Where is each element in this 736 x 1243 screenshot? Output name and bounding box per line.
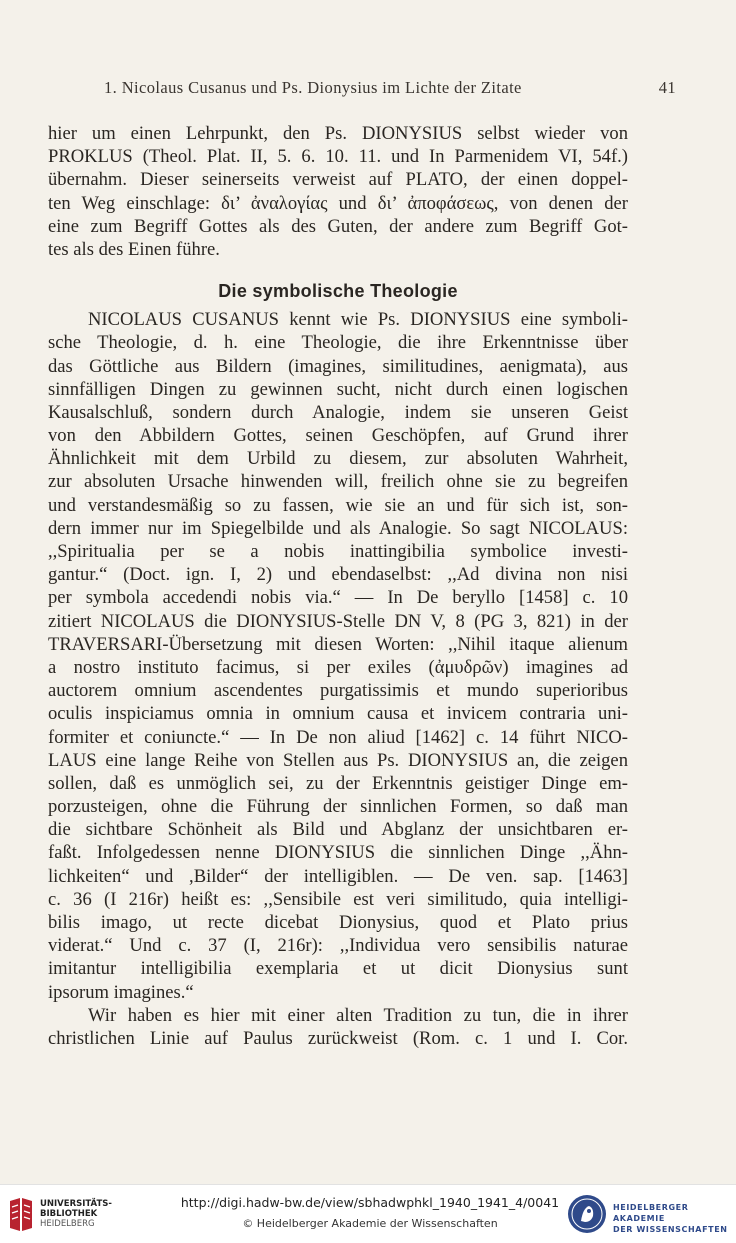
text-line: ten Weg einschlage: δι’ ἀναλογίας und δι’ ἀποφάσεως, von denen der — [48, 192, 628, 214]
body-text — [48, 122, 628, 1050]
university-library-logo-icon[interactable] — [8, 1197, 34, 1233]
academy-name[interactable]: HEIDELBERGER AKADEMIE DER WISSENSCHAFTEN — [613, 1203, 728, 1234]
academy-seal-icon[interactable] — [567, 1194, 607, 1234]
text-line: und verstandesmäßig so zu fassen, wie sie an und für sich ist, son- — [48, 494, 628, 516]
text-line: oculis inspiciamus omnia in omnium causa et invicem contraria uni- — [48, 703, 628, 725]
text-line: hier um einen Lehrpunkt, den Ps. DIONYSIUS selbst wieder von — [48, 123, 628, 144]
text-line: imitantur intelligibilia exemplaria et ut dicit Dionysius sunt — [48, 958, 628, 980]
text-line: auctorem omnium ascendentes purgatissimis et mundo superioribus — [48, 680, 628, 702]
copyright-notice: © Heidelberger Akademie der Wissenschaften — [242, 1217, 498, 1230]
text-line: gantur.“ (Doct. ign. I, 2) und ebendaselbst: ,,Ad divina non nisi — [48, 564, 628, 586]
section-heading: Die symbolische Theologie — [218, 281, 458, 302]
text-line: Ähnlichkeit mit dem Urbild zu diesem, zur absoluten Wahrheit, — [48, 448, 628, 470]
text-line: a nostro instituto facimus, si per exiles (ἀμυδρῶν) imagines ad — [48, 656, 628, 678]
text-line: zur absoluten Ursache hinwenden will, freilich ohne sie zu begreifen — [48, 471, 628, 493]
text-line: ,,Spiritualia per se a nobis inattingibilia symbolice investi- — [48, 541, 628, 562]
text-line: zitiert NICOLAUS die DIONYSIUS-Stelle DN V, 8 (PG 3, 821) in der — [48, 610, 628, 632]
text-line: die sichtbare Schönheit als Bild und Abglanz der unsichtbaren er- — [48, 819, 628, 841]
text-line: NICOLAUS CUSANUS kennt wie Ps. DIONYSIUS eine symboli- — [88, 309, 628, 331]
text-line: ipsorum imagines.“ — [48, 981, 194, 1003]
text-line: christlichen Linie auf Paulus zurückweist (Rom. c. 1 und I. Cor. — [48, 1027, 628, 1049]
paragraph-2 — [48, 308, 628, 1004]
university-library-name[interactable]: UNIVERSITÄTS- BIBLIOTHEK HEIDELBERG — [40, 1199, 112, 1229]
viewer-footer — [0, 1184, 736, 1243]
text-line: TRAVERSARI-Übersetzung mit diesen Worten: ,,Nihil itaque alienum — [48, 633, 628, 655]
text-line: übernahm. Dieser seinerseits verweist auf PLATO, der einen doppel- — [48, 169, 628, 191]
text-line: porzusteigen, ohne die Führung der sinnlichen Formen, so daß man — [48, 796, 628, 818]
text-line: dern immer nur im Spiegelbilde und als Analogie. So sagt NICOLAUS: — [48, 517, 628, 539]
text-line: bilis imago, ut recte dicebat Dionysius, quod et Plato prius — [48, 912, 628, 933]
text-line: Kausalschluß, sondern durch Analogie, indem sie unseren Geist — [48, 401, 628, 423]
text-line: faßt. Infolgedessen nenne DIONYSIUS die sinnlichen Dinge ,,Ähn- — [48, 842, 628, 864]
permalink-url[interactable]: http://digi.hadw-bw.de/view/sbhadwphkl_1940_1941_4/0041 — [180, 1195, 560, 1210]
paragraph-1 — [48, 122, 628, 261]
text-line: von den Abbildern Gottes, seinen Geschöpfen, auf Grund ihrer — [48, 425, 628, 447]
text-line: viderat.“ Und c. 37 (I, 216r): ,,Individua vero sensibilis naturae — [48, 935, 628, 957]
text-line: das Göttliche aus Bildern (imagines, similitudines, aenigmata), aus — [48, 355, 628, 377]
text-line: lichkeiten“ und ,Bilder“ der intelligiblen. — De ven. sap. [1463] — [48, 865, 628, 887]
text-line: sollen, daß es unmöglich sei, zu der Erkenntnis geistiger Dinge em- — [48, 772, 628, 794]
text-line: eine zum Begriff Gottes als des Guten, der andere zum Begriff Got- — [48, 215, 628, 237]
text-line: tes als des Einen führe. — [48, 238, 220, 260]
paragraph-3 — [48, 1004, 628, 1050]
text-line: per symbola accedendi nobis via.“ — In De beryllo [1458] c. 10 — [48, 587, 628, 609]
text-line: sche Theologie, d. h. eine Theologie, die ihre Erkenntnisse über — [48, 332, 628, 354]
text-line: c. 36 (I 216r) heißt es: ,,Sensibile est veri similitudo, quia intelligi- — [48, 888, 628, 910]
text-line: Wir haben es hier mit einer alten Tradition zu tun, die in ihrer — [88, 1004, 628, 1026]
text-line: formiter et coniuncte.“ — In De non aliud [1462] c. 14 führt NICO- — [48, 726, 628, 748]
text-line: sinnfälligen Dingen zu gewinnen sucht, nicht durch einen logischen — [48, 378, 628, 400]
page-number: 41 — [658, 78, 676, 97]
text-line: LAUS eine lange Reihe von Stellen aus Ps. DIONYSIUS an, die zeigen — [48, 749, 628, 771]
running-head-title: 1. Nicolaus Cusanus und Ps. Dionysius im Lichte der Zitate — [104, 78, 522, 97]
text-line: PROKLUS (Theol. Plat. II, 5. 6. 10. 11. und In Parmenidem VI, 54f.) — [48, 146, 628, 168]
